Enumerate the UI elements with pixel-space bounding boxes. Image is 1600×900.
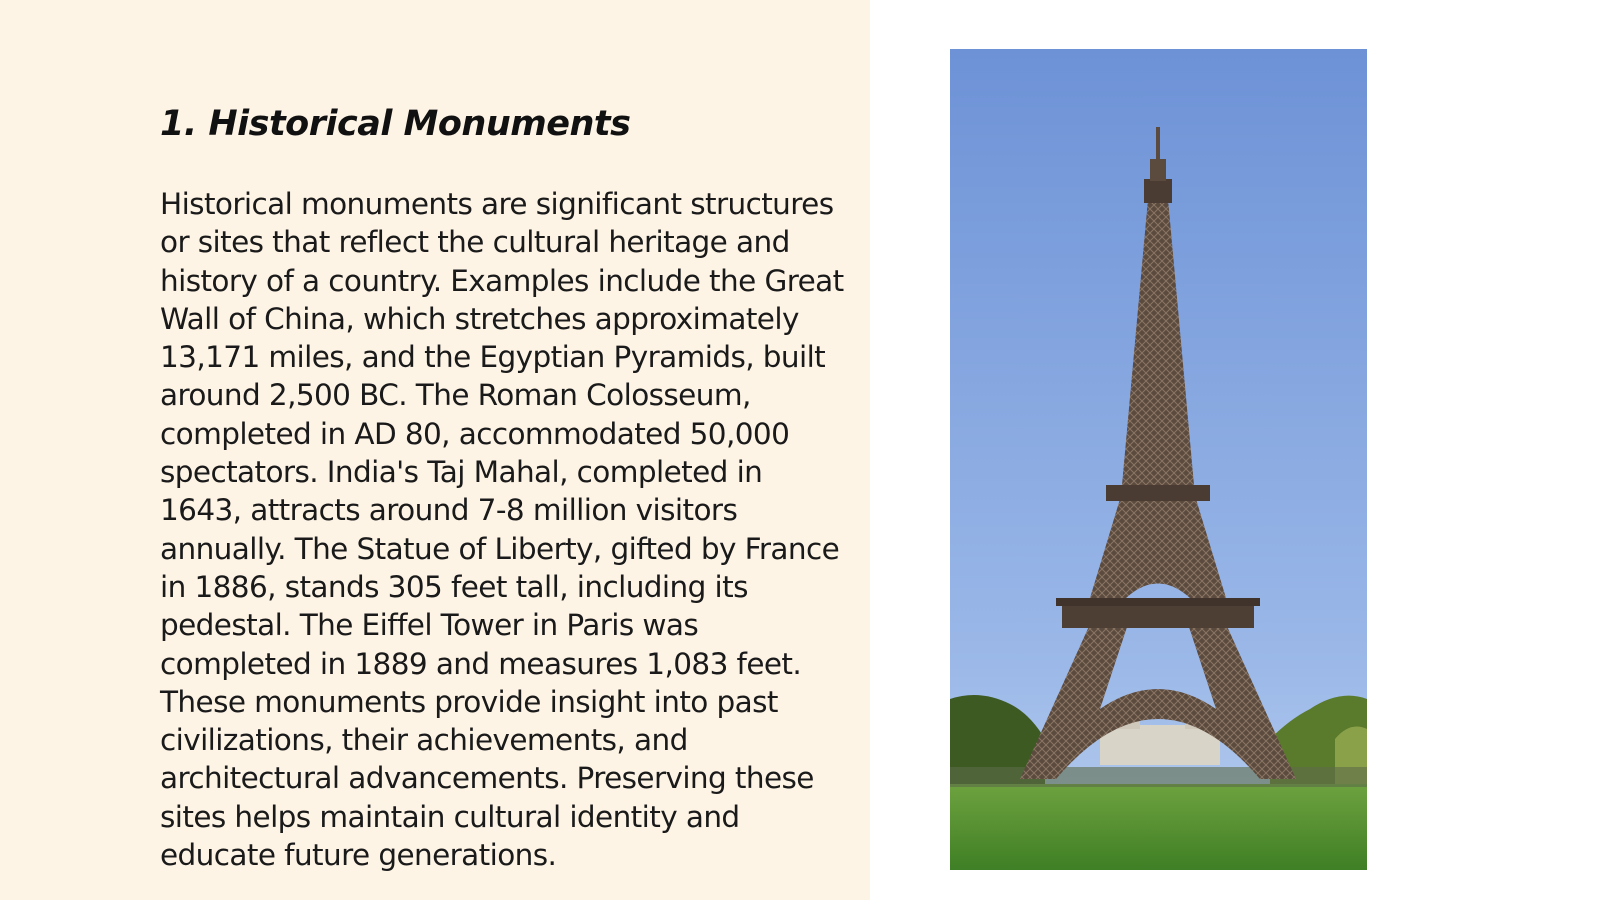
slide-body-text: Historical monuments are significant structures or sites that reflect the cultural heritage and history of a country. Examples include the Great Wall of China, which stretches approximately 13,171 miles, and the Egyptian Pyramids, built around 2,500 BC. The Roman Colosseum, completed in AD 80, accommodated 50,000 spectators. India's Taj Mahal, completed in 1643, attracts around 7-8 million visitors annually. The Statue of Liberty, gifted by France in 1886, stands 305 feet tall, including its pedestal. The Eiffel Tower in Paris was completed in 1889 and measures 1,083 feet. These monuments provide insight into past civilizations, their achievements, and architectural advancements. Preserving these sites helps maintain cultural identity and educate future generations. xyxy=(160,187,844,873)
eiffel-tower-photo xyxy=(950,49,1367,870)
slide-title: 1. Historical Monuments xyxy=(160,104,631,144)
